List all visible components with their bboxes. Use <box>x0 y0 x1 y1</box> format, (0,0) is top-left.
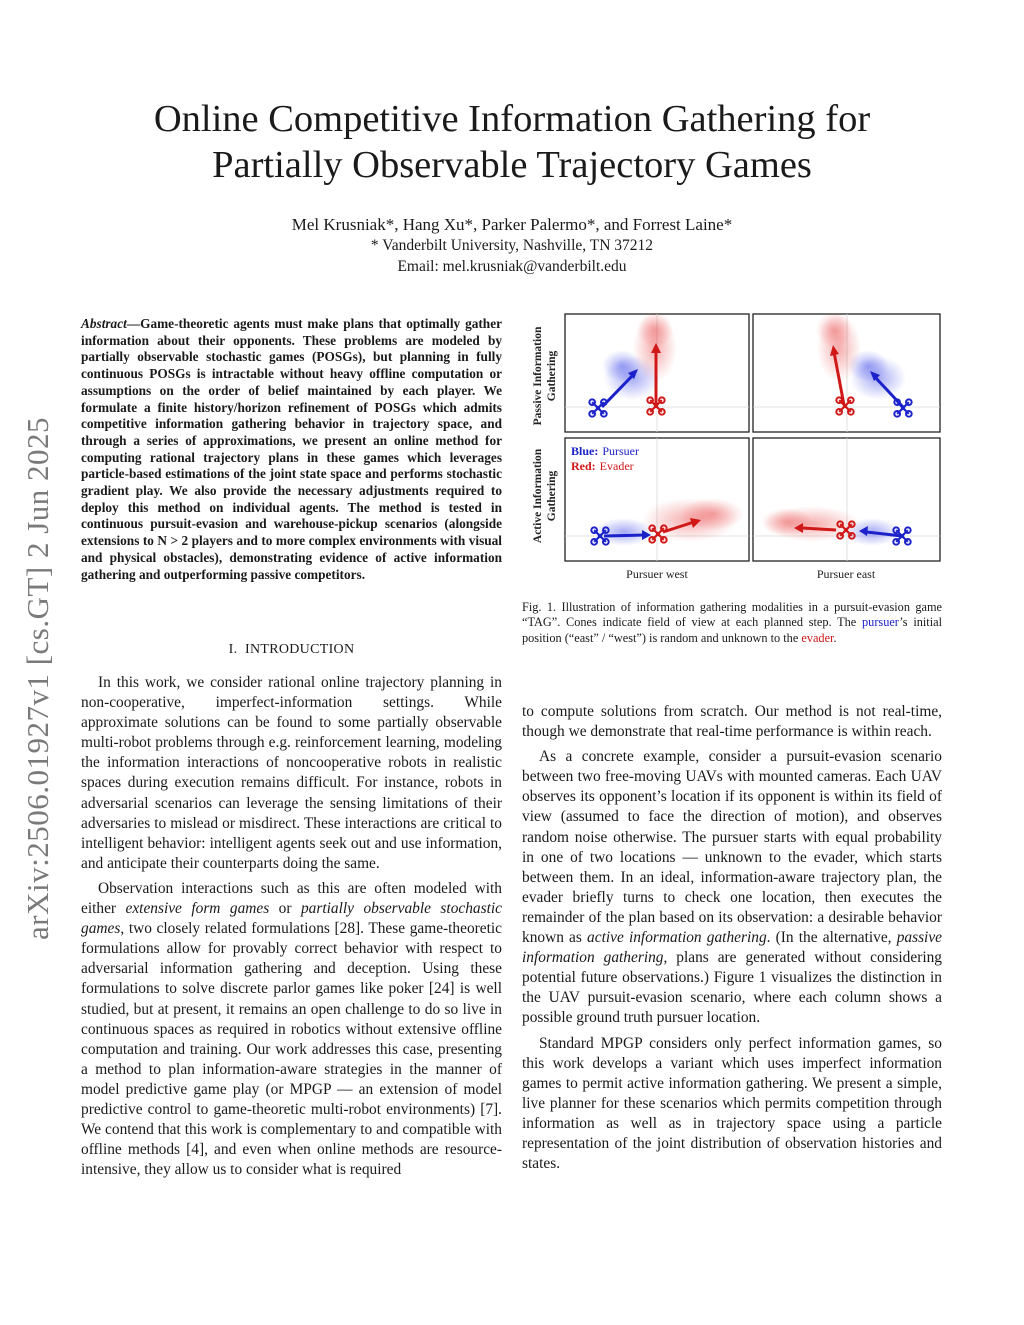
title-line-1: Online Competitive Information Gathering for <box>153 98 871 140</box>
p2-start: Observation interactions such as this are often modeled with either <box>81 879 502 918</box>
section-number: I. <box>228 642 238 657</box>
intro-paragraph-1: In this work, we consider rational online trajectory planning in non-cooperative, imperfect-information settings. While approximate solutions can be found to some partially observable multi-robot problems through e.g. reinforcement learning, modeling the information interactions of noncooperative robots in realistic spaces during execution remains difficult. For instance, robots in adversarial scenarios can leverage the sensing limitations of their adversaries to mislead or misdirect. These interactions are critical to intelligent behavior: intelligent agents seek out and use information, and anticipate their counterparts doing the same. <box>81 674 502 872</box>
panel-active-east <box>753 438 940 561</box>
caption-part-a: Fig. 1. Illustration of information gathering modalities in a pursuit-evasion game “TAG”. Cones indicate field of view at each planned step. The <box>522 600 942 630</box>
section-heading-introduction <box>81 642 502 658</box>
right-paragraph-0: to compute solutions from scratch. Our method is not real-time, though we demonstrate that real-time performance is within reach. <box>522 703 942 741</box>
abstract-text: —Game-theoretic agents must make plans that optimally gather information about their opponents. These problems are modeled by partially observable stochastic games (POSGs), but planning in fully continuous POSGs is intractable without heavy offline computation or assumptions on the order of belief maintained by each player. We formulate a finite history/horizon refinement of POSGs which admits competitive information gathering behavior in trajectory space, and through a series of approximations, we present an online method for computing rational trajectory plans in these games which leverages particle-based estimations of the joint state space and performs stochastic gradient play. We also provide the necessary adjustments required to deploy this method on individual agents. The method is tested in continuous pursuit-evasion and warehouse-pickup scenarios (alongside extensions to N > 2 players and to more complex environments with visual and physical obstacles), demonstrating evidence of active information gathering and outperforming passive competitors. <box>81 316 502 582</box>
intro-left-column <box>81 673 502 1185</box>
caption-evader: evader <box>801 630 834 645</box>
col-label-east: Pursuer east <box>816 567 876 581</box>
section-title: INTRODUCTION <box>245 642 355 657</box>
p1-c: , plans are generated without considering potential future observations.) Figure 1 visualizes the distinction in the UAV pursuit-evasion scenario, where each column shows a possible ground truth pursuer location. <box>522 949 942 1027</box>
abstract <box>81 316 502 583</box>
row-label-passive: Passive Information Gathering <box>532 326 558 426</box>
caption-pursuer: pursuer <box>862 615 900 630</box>
arxiv-identifier: arXiv:2506.01927v1 [cs.GT] 2 Jun 2025 <box>20 416 55 940</box>
title-line-2: Partially Observable Trajectory Games <box>212 144 812 186</box>
term-passive-info: passive information gathering <box>522 929 942 967</box>
right-paragraph-2: Standard MPGP considers only perfect information games, so this work develops a variant which uses imperfect information games to permit active information gathering. We present a simple, live planner for these scenarios which permits competition through information as well as in trajectory space using a particle representation of the joint distribution of observation histories and states. <box>522 1034 942 1173</box>
authors: Mel Krusniak*, Hang Xu*, Parker Palermo*, and Forrest Laine* <box>291 215 733 234</box>
affiliation: * Vanderbilt University, Nashville, TN 37212 <box>370 237 654 254</box>
right-paragraph-1 <box>522 747 942 1028</box>
term-efg: extensive form games <box>125 900 270 918</box>
intro-right-column <box>522 702 942 1179</box>
figure-caption <box>522 600 942 646</box>
term-active-info: active information gathering <box>587 929 767 947</box>
p1-a: As a concrete example, consider a pursuit-evasion scenario between two free-moving UAVs with mounted cameras. Each UAV observes its opponent’s location if its opponent is within its field of view (assumed to face the direction of motion), and observes random noise otherwise. The pursuer starts with equal probability in one of two locations — unknown to the evader, which starts between them. In an ideal, information-aware trajectory plan, the evader briefly turns to check one location, then executes the remainder of the plan based on its observation: a desirable behavior known as <box>522 748 942 947</box>
figure-1-svg <box>522 308 946 598</box>
p1-b: . (In the alternative, <box>766 929 897 947</box>
term-posg: partially observable stochastic games <box>81 900 502 938</box>
caption-part-b: ’s initial position (“east” / “west”) is random and unknown to the <box>522 615 943 645</box>
col-label-west: Pursuer west <box>626 567 688 581</box>
figure-1 <box>522 308 946 598</box>
paper-title <box>60 96 964 188</box>
p2-rest: two closely related formulations [28]. These game-theoretic formulations allow for provably correct behavior with respect to adversarial information gathering and deception. Using these formulations to solve discrete parlor games like poker [24] is well studied, but at present, it remains an open challenge to do so live in continuous spaces as required in robotics without extensive offline computation and training. Our work addresses this case, presenting a method to plan information-aware strategies in the manner of model predictive game play (or MPGP — an extension of model predictive control to game-theoretic multi-robot environments) [7]. We contend that this work is complementary to and compatible with offline methods [4], and even when online methods are resource-intensive, they allow us to consider what is required <box>81 920 502 1179</box>
figure-legend: Blue: Pursuer Red: Evader <box>571 444 640 473</box>
row-label-active: Active Information Gathering <box>532 448 558 544</box>
caption-part-c: . <box>833 630 837 645</box>
p2-or: or <box>269 900 301 918</box>
intro-paragraph-2: Observation interactions such as this are often modeled with either extensive form games or partially observable stochastic games, two closely related formulations [28]. These game-theoretic formulations allow for provably correct behavior with respect to adversarial information gathering and deception. Using these formulations to solve discrete parlor games like poker [24] is well studied, but at present, it remains an open challenge to do so live in continuous spaces as required in robotics without extensive offline computation and training. Our work addresses this case, presenting a method to plan information-aware strategies in the manner of model predictive game play (or MPGP — an extension of model predictive control to game-theoretic multi-robot environments) [7]. We contend that this work is complementary to and compatible with offline methods [4], and even when online methods are resource-intensive, they allow us to consider what is required <box>81 879 502 1179</box>
abstract-lead: Abstract <box>81 316 127 331</box>
email: Email: mel.krusniak@vanderbilt.edu <box>397 258 627 275</box>
